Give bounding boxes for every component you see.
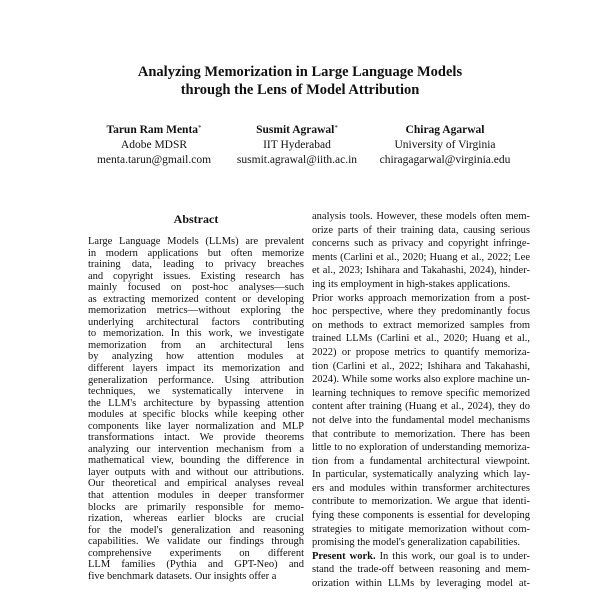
body-line: In particular, systematically analyzing which lay-: [312, 469, 530, 481]
body-line: stand the trade-off between reasoning and mem-: [312, 564, 530, 576]
body-line: learning techniques to remove specific memorized: [312, 387, 530, 399]
author-name: Chirag Agarwal: [405, 124, 485, 136]
abstract-line: as extracting memorized content or developing: [88, 293, 304, 305]
body-line: ing its employment in high-stakes applications.: [312, 278, 511, 290]
body-column-right: [312, 210, 530, 591]
body-line: Prior works approach memorization from a post-: [312, 292, 530, 304]
abstract-line: transformations intact. We provide theorems: [88, 432, 304, 444]
abstract-line: layer outputs with and without our attributions.: [88, 466, 304, 478]
abstract-line: and copyright issues. Existing research has: [88, 270, 304, 282]
abstract-line: by analyzing how attention modules at: [88, 351, 304, 363]
paper-title: [0, 63, 600, 99]
present-work-text: In this work, our goal is to under-: [379, 550, 531, 562]
abstract-line: LLM families (Pythia and GPT-Neo) and: [88, 559, 304, 571]
body-line: ments (Carlini et al., 2020; Huang et al., 2022; Lee: [312, 251, 530, 263]
body-line: strategies to mitigate memorization without com-: [312, 523, 530, 535]
author-email: menta.tarun@gmail.com: [96, 154, 212, 166]
title-line-2: through the Lens of Model Attribution: [180, 82, 420, 98]
body-line: concerns such as privacy and copyright infringe-: [312, 238, 530, 250]
body-line: trained LLMs (Carlini et al., 2020; Huang et al.,: [312, 333, 530, 345]
abstract-line: comprehensive experiments on different: [88, 547, 304, 559]
equal-contribution-mark: *: [198, 124, 202, 132]
body-line: tion (Carlini et al., 2022; Ishihara and Takahashi,: [312, 360, 530, 372]
abstract-line: Large Language Models (LLMs) are prevalent: [88, 236, 304, 247]
abstract-line: that attention modules in deeper transformer: [88, 490, 304, 502]
abstract-heading: Abstract: [173, 212, 219, 226]
abstract-line: techniques, we systematically intervene in: [88, 386, 304, 398]
abstract-line: five benchmark datasets. Our insights offer a: [88, 570, 277, 582]
body-line: fying these components is essential for developing: [312, 510, 530, 522]
author-affiliation: IIT Hyderabad: [263, 139, 331, 151]
abstract-line: the LLM's architecture by bypassing attention: [88, 397, 304, 409]
abstract-line: memorization from an architectural lens: [88, 339, 304, 351]
abstract-line: rization, whereas earlier blocks are crucial: [88, 513, 304, 525]
author-block-1: [84, 123, 224, 168]
abstract-line: different layers impact its memorization and: [88, 363, 304, 375]
body-line: promising the model's generalization capabilities.: [312, 537, 521, 549]
abstract-line: generalization performance. Using attribution: [88, 374, 304, 386]
abstract-line: training data, leading to privacy breaches: [88, 259, 304, 271]
abstract-line: to memorization. In this work, we investigate: [88, 328, 304, 340]
abstract-line: mathematical view, bounding the difference in: [88, 455, 304, 467]
present-work-label: Present work.: [312, 550, 376, 562]
abstract-line: blocks are primarily responsible for memo-: [88, 501, 304, 513]
body-line: hoc perspective, where they predominantly focus: [312, 306, 530, 318]
abstract-line: Our theoretical and empirical analyses reveal: [88, 478, 304, 490]
abstract-line: underlying architectural factors contributing: [88, 316, 304, 328]
body-line: little to no exploration of understanding memoriza-: [312, 442, 530, 454]
author-name: Tarun Ram Menta: [106, 124, 199, 136]
author-affiliation: University of Virginia: [394, 139, 496, 151]
abstract-line: modules at specific blocks while keeping other: [88, 409, 304, 421]
body-line: tion from a fundamental architectural viewpoint.: [312, 455, 530, 467]
abstract-line: components like layer normalization and MLP: [88, 420, 304, 432]
author-email: susmit.agrawal@iith.ac.in: [236, 154, 358, 166]
abstract-line: memorization metrics—without exploring the: [88, 305, 304, 317]
author-block-3: [370, 123, 520, 168]
abstract-line: capabilities. We validate our findings through: [88, 536, 304, 548]
body-line: ers and modules within transformer architectures: [312, 482, 530, 494]
abstract-line: mainly focused on post-hoc analyses—such: [88, 282, 304, 294]
body-line: orization within LLMs by leveraging model at-: [312, 578, 530, 590]
body-line: et al., 2023; Ishihara and Takahashi, 2024), hinder-: [312, 265, 530, 277]
present-work-line: [312, 550, 530, 564]
body-line: 2022) or propose metrics to quantify memoriza-: [312, 346, 530, 358]
title-line-1: Analyzing Memorization in Large Language Models: [137, 64, 463, 80]
abstract-body: [88, 236, 304, 582]
author-name: Susmit Agrawal: [256, 124, 335, 136]
body-line: orize parts of their training data, causing serious: [312, 224, 530, 236]
equal-contribution-mark: *: [334, 124, 338, 132]
body-line: on methods to extract memorized samples from: [312, 319, 530, 331]
abstract-line: for the model's generalization and reasoning: [88, 524, 304, 536]
author-affiliation: Adobe MDSR: [120, 139, 188, 151]
author-email: chiragagarwal@virginia.edu: [379, 154, 511, 166]
body-line: 2024). While some works also explore machine un-: [312, 374, 530, 386]
body-line: content after training (Huang et al., 2024), they do: [312, 401, 530, 413]
body-line: that contribute to memorization. There has been: [312, 428, 530, 440]
body-line: analysis tools. However, these models often mem-: [312, 211, 530, 222]
body-line: not delve into the fundamental model mechanisms: [312, 414, 530, 426]
body-line: contribute to memorization. We argue that identi-: [312, 496, 530, 508]
author-block-2: [227, 123, 367, 168]
abstract-line: analyzing our intervention mechanism from a: [88, 443, 304, 455]
abstract-line: in modern applications but often memorize: [88, 247, 304, 259]
